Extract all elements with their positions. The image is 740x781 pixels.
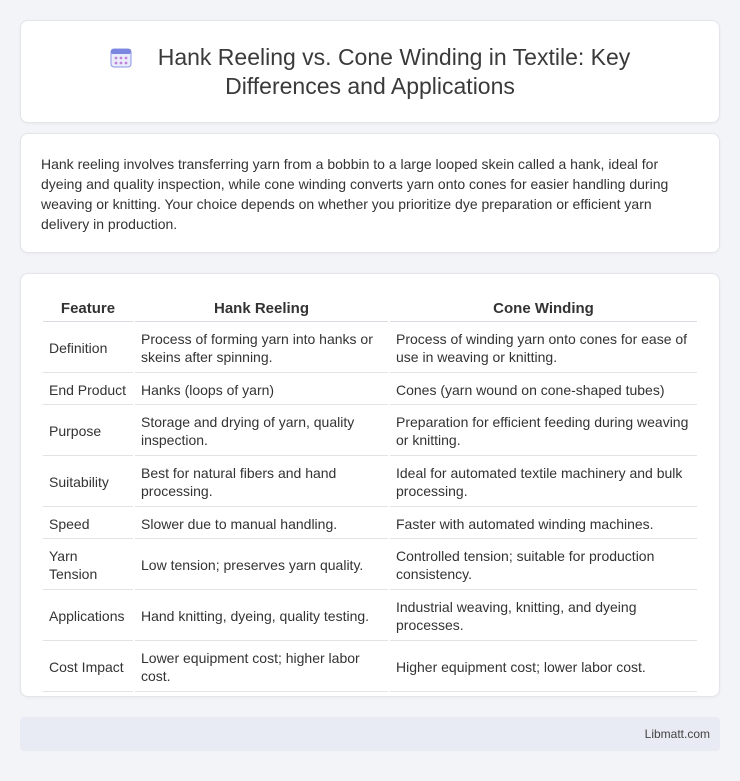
feature-cell: End Product xyxy=(43,375,133,405)
calendar-icon xyxy=(110,46,132,68)
page-title-text: Hank Reeling vs. Cone Winding in Textile: Key Differences and Applications xyxy=(157,43,631,99)
intro-paragraph: Hank reeling involves transferring yarn from a bobbin to a large looped skein called a hank, ideal for dyeing and quality inspection, while cone winding converts yarn onto cones for easier handling during weaving or knitting. Your choice depends on whether you prioritize dye preparation or efficient yarn delivery in production. xyxy=(41,156,669,232)
cone-cell: Ideal for automated textile machinery and bulk processing. xyxy=(390,458,697,507)
footer-brand-link[interactable]: Libmatt.com xyxy=(644,727,710,741)
cone-cell: Cones (yarn wound on cone-shaped tubes) xyxy=(390,375,697,405)
table-header-row xyxy=(43,296,697,322)
feature-cell: Suitability xyxy=(43,458,133,507)
table-row xyxy=(43,592,697,641)
hank-cell: Best for natural fibers and hand processing. xyxy=(135,458,388,507)
table-row xyxy=(43,375,697,405)
feature-cell: Speed xyxy=(43,509,133,539)
cone-cell: Industrial weaving, knitting, and dyeing processes. xyxy=(390,592,697,641)
table-row xyxy=(43,407,697,456)
feature-cell: Yarn Tension xyxy=(43,541,133,590)
feature-cell: Purpose xyxy=(43,407,133,456)
table-row xyxy=(43,324,697,373)
cone-cell: Faster with automated winding machines. xyxy=(390,509,697,539)
header-cone-winding: Cone Winding xyxy=(390,296,697,322)
cone-cell: Preparation for efficient feeding during weaving or knitting. xyxy=(390,407,697,456)
footer xyxy=(20,717,720,751)
comparison-table-card xyxy=(20,273,720,697)
hank-cell: Storage and drying of yarn, quality inspection. xyxy=(135,407,388,456)
page-title xyxy=(61,43,679,101)
table-row xyxy=(43,509,697,539)
header-hank-reeling: Hank Reeling xyxy=(135,296,388,322)
table-row xyxy=(43,458,697,507)
comparison-table xyxy=(41,294,699,694)
cone-cell: Process of winding yarn onto cones for ease of use in weaving or knitting. xyxy=(390,324,697,373)
hank-cell: Hanks (loops of yarn) xyxy=(135,375,388,405)
hank-cell: Lower equipment cost; higher labor cost. xyxy=(135,643,388,692)
header-feature: Feature xyxy=(43,296,133,322)
cone-cell: Controlled tension; suitable for production consistency. xyxy=(390,541,697,590)
hank-cell: Process of forming yarn into hanks or skeins after spinning. xyxy=(135,324,388,373)
feature-cell: Definition xyxy=(43,324,133,373)
hank-cell: Low tension; preserves yarn quality. xyxy=(135,541,388,590)
title-card xyxy=(20,20,720,123)
feature-cell: Applications xyxy=(43,592,133,641)
intro-card xyxy=(20,133,720,253)
feature-cell: Cost Impact xyxy=(43,643,133,692)
table-row xyxy=(43,541,697,590)
hank-cell: Hand knitting, dyeing, quality testing. xyxy=(135,592,388,641)
table-row xyxy=(43,643,697,692)
cone-cell: Higher equipment cost; lower labor cost. xyxy=(390,643,697,692)
hank-cell: Slower due to manual handling. xyxy=(135,509,388,539)
